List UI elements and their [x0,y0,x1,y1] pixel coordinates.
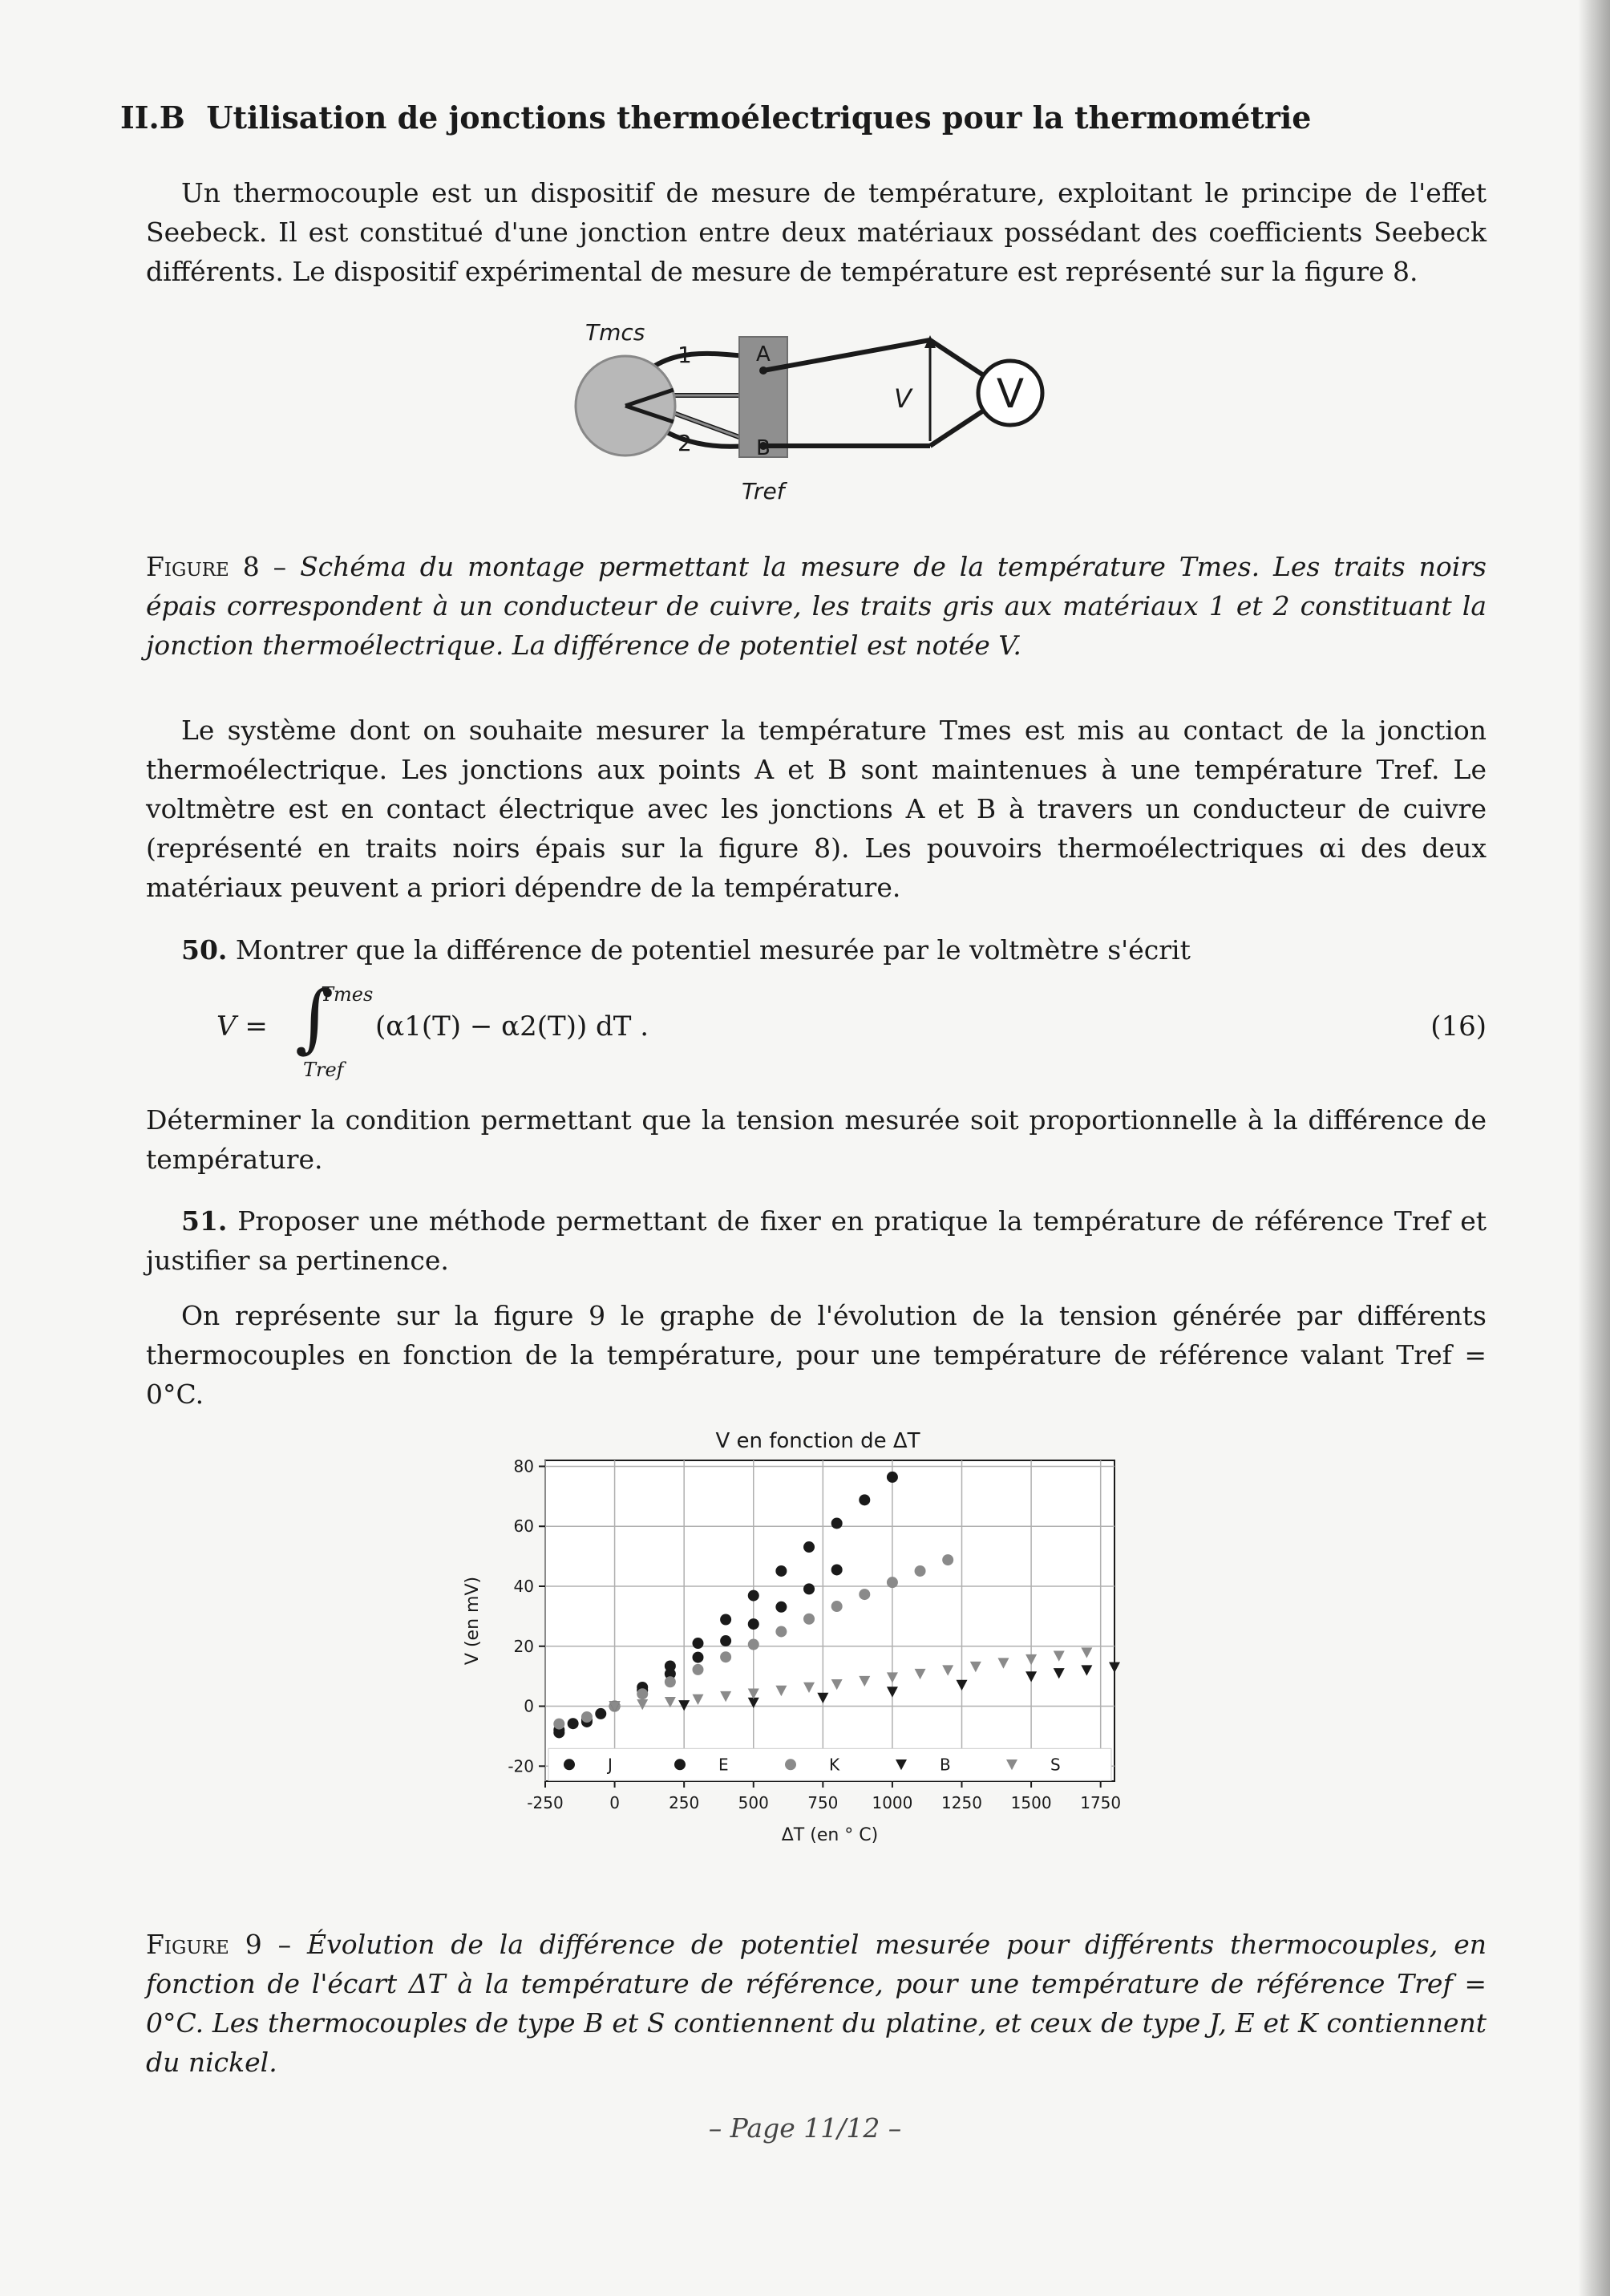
y-tick-label: 80 [513,1456,534,1476]
paragraph-figure9-intro: On représente sur la figure 9 le graphe de l'évolution de la tension générée par différents thermocouples en fonction de la température, pour une température de référence valant Tref = 0°C. [146,1300,1487,1410]
figure-8-caption: Figure 8 – Schéma du montage permettant la mesure de la température Tmes. Les traits noirs épais correspondent à un conducteur de cuivre, les traits gris aux matériaux 1 et 2 constituant la jonction thermoélectrique. La différence de potentiel est notée V. [146,551,1487,661]
figure-9-chart [449,1423,1139,1857]
x-tick-label: 500 [738,1793,769,1812]
material-2-label: 2 [678,430,692,456]
y-tick-label: 40 [513,1577,534,1597]
legend-label-b: B [940,1755,951,1775]
point-k [887,1577,898,1588]
point-k [637,1688,648,1699]
voltmeter-label: V [996,371,1025,417]
figure-9-caption: Figure 9 – Évolution de la différence de potentiel mesurée pour différents thermocouples, en fonction de l'écart ΔT à la température de référence, pour une température de référence Tref = 0°C. Les thermocouples de type B et S contiennent du platine, et ceux de type J, E et K contiennent du nickel. [146,1929,1487,2078]
voltage-label: V [894,383,912,414]
point-j [595,1708,606,1719]
question-50-part-b: Déterminer la condition permettant que la tension mesurée soit proportionnelle à la différence de température. [146,1104,1487,1175]
point-k [803,1614,815,1625]
page-edge-shadow [1578,0,1610,2296]
point-e [775,1565,787,1577]
point-k [748,1639,759,1650]
point-k [692,1664,703,1675]
legend-label-j: J [608,1755,613,1775]
point-j [748,1618,759,1630]
point-k [775,1626,787,1637]
x-tick-label: 1500 [1010,1793,1052,1812]
x-tick-label: 750 [807,1793,839,1812]
legend-label-e: E [718,1755,729,1775]
figure-8-schematic [561,321,1058,513]
material-1-label: 1 [678,342,692,368]
legend-label-s: S [1050,1755,1061,1775]
legend [548,1748,1111,1780]
y-tick-label: -20 [508,1756,534,1776]
x-axis-label: ΔT (en ° C) [781,1825,879,1845]
question-50: 50. Montrer que la différence de potentiel mesurée par le voltmètre s'écrit [181,934,1191,966]
equation-16: V = ∫ Tmes Tref (α1(T) − α2(T)) dT . (16) [216,975,1487,1081]
point-e [831,1518,843,1529]
point-e [859,1494,870,1505]
x-tick-label: 1750 [1080,1793,1122,1812]
point-k [915,1565,926,1577]
x-tick-label: 1000 [872,1793,913,1812]
point-e [665,1660,676,1671]
legend-label-k: K [829,1755,840,1775]
x-tick-label: 0 [609,1793,620,1812]
point-e [748,1590,759,1602]
point-e [803,1541,815,1553]
y-tick-label: 20 [513,1636,534,1656]
point-e [692,1638,703,1649]
point-a-label: A [756,342,771,366]
legend-marker-e [674,1759,686,1770]
point-k [553,1719,564,1730]
question-51: 51. Proposer une méthode permettant de fixer en pratique la température de référence Tref et justifier sa pertinence. [146,1205,1487,1276]
x-tick-label: -250 [527,1793,564,1812]
y-axis-label: V (en mV) [463,1576,483,1666]
point-k [581,1711,593,1723]
chart-title: V en fonction de ΔT [715,1429,920,1453]
point-j [568,1718,579,1729]
point-k [942,1554,953,1565]
page-footer: – Page 11/12 – [708,2112,902,2144]
tmes-label: Tmcs [585,321,645,346]
point-k [720,1651,731,1662]
point-k [831,1601,843,1612]
point-j [831,1564,843,1575]
y-tick-label: 0 [524,1696,534,1716]
point-j [692,1652,703,1663]
x-tick-label: 250 [669,1793,700,1812]
point-e [720,1614,731,1626]
paragraph-system: Le système dont on souhaite mesurer la température Tmes est mis au contact de la jonction thermoélectrique. Les jonctions aux points A et B sont maintenues à une température Tref. Le voltmètre est en contact électrique avec les jonctions A et B à travers un conducteur de cuivre (représenté en traits noirs épais sur la figure 8). Les pouvoirs thermoélectriques αi des deux matériaux peuvent a priori dépendre de la température. [146,715,1487,903]
legend-marker-j [564,1759,575,1770]
point-k [859,1589,870,1600]
point-j [775,1602,787,1613]
point-k [665,1676,676,1687]
point-b-label: B [756,436,771,460]
point-j [720,1635,731,1646]
y-tick-label: 60 [513,1516,534,1537]
point-j [803,1583,815,1594]
x-tick-label: 1250 [941,1793,982,1812]
legend-marker-k [785,1759,796,1770]
tref-label: Tref [742,478,785,504]
paragraph-intro: Un thermocouple est un dispositif de mesure de température, exploitant le principe de l'effet Seebeck. Il est constitué d'une jonction entre deux matériaux possédant des coefficients Seebeck différents. Le dispositif expérimental de mesure de température est représenté sur la figure 8. [146,177,1487,287]
section-heading: II.B Utilisation de jonctions thermoélectriques pour la thermométrie [120,99,1312,136]
point-e [887,1472,898,1483]
plot-area [545,1460,1114,1781]
